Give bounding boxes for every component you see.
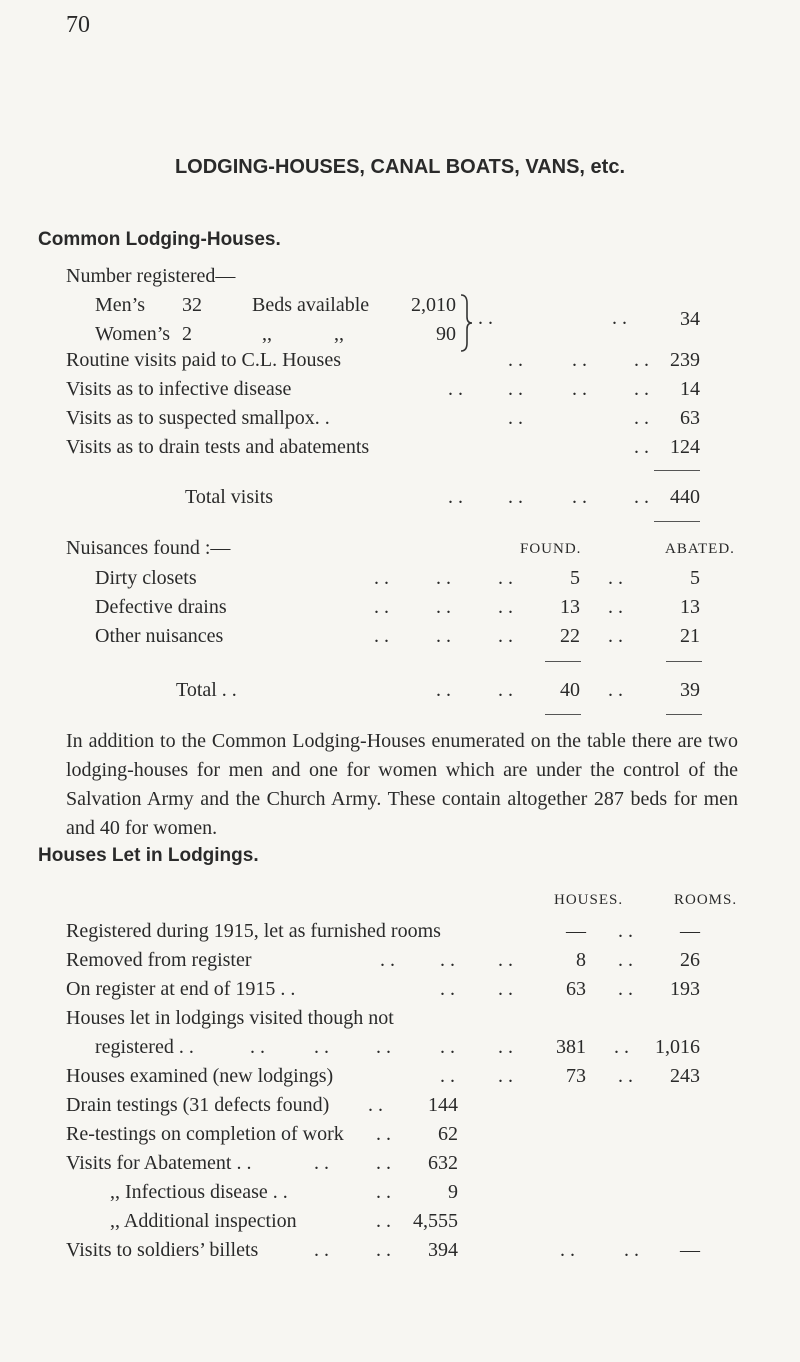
leader-dots: . .: [498, 625, 513, 647]
leader-dots: . .: [572, 486, 587, 508]
leader-dots: . .: [376, 1123, 391, 1145]
divider: [654, 521, 700, 522]
leader-dots: . .: [608, 596, 623, 618]
leader-dots: . .: [374, 625, 389, 647]
leader-dots: . .: [612, 307, 627, 329]
table-cell-rooms: 26: [680, 949, 700, 971]
list-item-value: 394: [428, 1239, 458, 1261]
leader-dots: . .: [618, 978, 633, 1000]
leader-dots: . .: [498, 1065, 513, 1087]
list-item-value: 63: [680, 407, 700, 429]
beds-available-label: Beds available: [252, 294, 370, 316]
list-item-label: Visits as to infective disease: [66, 378, 292, 400]
section-heading-common: Common Lodging-Houses.: [38, 229, 281, 250]
table-cell-rooms: 243: [670, 1065, 700, 1087]
leader-dots: . .: [618, 949, 633, 971]
womens-beds: 90: [436, 323, 456, 345]
leader-dots: . .: [440, 978, 455, 1000]
list-item-value: 14: [680, 378, 700, 400]
leader-dots: . .: [448, 486, 463, 508]
leader-dots: . .: [608, 567, 623, 589]
list-item-value: 124: [670, 436, 700, 458]
table-cell-houses: 381: [556, 1036, 586, 1058]
list-item-label: ,, Infectious disease . .: [110, 1181, 288, 1203]
table-cell-abated: 13: [680, 596, 700, 618]
leader-dots: . .: [614, 1036, 629, 1058]
section-heading-houses: Houses Let in Lodgings.: [38, 845, 259, 866]
leader-dots: . .: [374, 596, 389, 618]
leader-dots: . .: [250, 1036, 265, 1058]
list-item-label: Visits as to suspected smallpox. .: [66, 407, 330, 429]
table-row-label: Other nuisances: [95, 625, 224, 647]
list-item-value: 9: [448, 1181, 458, 1203]
divider: [545, 661, 581, 662]
leader-dots: . .: [498, 978, 513, 1000]
list-item-label: Routine visits paid to C.L. Houses: [66, 349, 341, 371]
leader-dots: . .: [618, 920, 633, 942]
list-item-label: Drain testings (31 defects found): [66, 1094, 330, 1116]
body-paragraph: In addition to the Common Lodging-Houses enumerated on the table there are two lodging-houses for men and one for women which are under the control of the Salvation Army and the Church Army. These contain altogether 287 beds for men and 40 for women.: [66, 730, 738, 839]
divider: [666, 661, 702, 662]
leader-dots: . .: [508, 349, 523, 371]
table-row-label: Removed from register: [66, 949, 252, 971]
leader-dots: . .: [498, 596, 513, 618]
leader-dots: . .: [634, 407, 649, 429]
column-header-abated: ABATED.: [665, 541, 735, 557]
leader-dots: . .: [374, 567, 389, 589]
list-item-label: ,, Additional inspection: [110, 1210, 297, 1232]
leader-dots: . .: [380, 949, 395, 971]
table-row-label: registered . .: [95, 1036, 194, 1058]
mens-label: Men’s: [95, 294, 145, 316]
table-cell-abated: 21: [680, 625, 700, 647]
number-registered-label: Number registered—: [66, 265, 236, 287]
leader-dots: . .: [634, 378, 649, 400]
leader-dots: . .: [314, 1239, 329, 1261]
table-cell-found: 22: [560, 625, 580, 647]
leader-dots: . .: [498, 949, 513, 971]
leader-dots: . .: [572, 378, 587, 400]
leader-dots: . .: [448, 378, 463, 400]
list-item-label: Re-testings on completion of work: [66, 1123, 344, 1145]
list-item-value: 632: [428, 1152, 458, 1174]
leader-dots: . .: [314, 1152, 329, 1174]
mens-count: 32: [182, 294, 202, 316]
table-cell-rooms: —: [680, 920, 700, 942]
leader-dots: . .: [498, 1036, 513, 1058]
list-item-label: Visits to soldiers’ billets: [66, 1239, 259, 1261]
leader-dots: . .: [608, 625, 623, 647]
table-row-label: Defective drains: [95, 596, 227, 618]
page-number: 70: [66, 12, 90, 38]
leader-dots: . .: [508, 378, 523, 400]
table-cell-rooms: 193: [670, 978, 700, 1000]
leader-dots: . .: [572, 349, 587, 371]
table-cell-abated: 5: [690, 567, 700, 589]
table-cell-rooms: —: [680, 1239, 700, 1261]
list-item-value: 239: [670, 349, 700, 371]
leader-dots: . .: [634, 349, 649, 371]
table-cell-found: 13: [560, 596, 580, 618]
leader-dots: . .: [508, 407, 523, 429]
ditto-mark: ,,: [262, 323, 272, 345]
column-header-houses: HOUSES.: [554, 892, 624, 908]
column-header-rooms: ROOMS.: [674, 892, 738, 908]
nuisances-heading: Nuisances found :—: [66, 537, 231, 559]
list-item-label: Visits as to drain tests and abatements: [66, 436, 370, 458]
leader-dots: . .: [634, 436, 649, 458]
total-visits-label: Total visits: [185, 486, 274, 508]
leader-dots: . .: [618, 1065, 633, 1087]
leader-dots: . .: [478, 307, 493, 329]
nuisances-total-abated: 39: [680, 679, 700, 701]
leader-dots: . .: [314, 1036, 329, 1058]
leader-dots: . .: [376, 1210, 391, 1232]
nuisances-total-label: Total . .: [176, 679, 237, 701]
list-item-value: 144: [428, 1094, 458, 1116]
leader-dots: . .: [440, 949, 455, 971]
table-cell-found: 5: [570, 567, 580, 589]
registered-total: 34: [680, 308, 700, 330]
table-row-label: On register at end of 1915 . .: [66, 978, 296, 1000]
leader-dots: . .: [376, 1152, 391, 1174]
leader-dots: . .: [376, 1239, 391, 1261]
total-visits-value: 440: [670, 486, 700, 508]
womens-label: Women’s: [95, 323, 171, 345]
leader-dots: . .: [440, 1036, 455, 1058]
table-row-label: Houses examined (new lodgings): [66, 1065, 334, 1087]
list-item-value: 4,555: [413, 1210, 458, 1232]
table-row-label: Houses let in lodgings visited though not: [66, 1007, 394, 1029]
right-brace-icon: [459, 293, 473, 353]
ditto-mark: ,,: [334, 323, 344, 345]
page-title: LODGING-HOUSES, CANAL BOATS, VANS, etc.: [174, 156, 626, 178]
leader-dots: . .: [376, 1036, 391, 1058]
table-row-label: Dirty closets: [95, 567, 197, 589]
leader-dots: . .: [560, 1239, 575, 1261]
leader-dots: . .: [498, 567, 513, 589]
divider: [545, 714, 581, 715]
leader-dots: . .: [498, 679, 513, 701]
nuisances-total-found: 40: [560, 679, 580, 701]
divider: [654, 470, 700, 471]
leader-dots: . .: [376, 1181, 391, 1203]
list-item-label: Visits for Abatement . .: [66, 1152, 252, 1174]
table-row-label: Registered during 1915, let as furnished rooms: [66, 920, 441, 942]
table-cell-houses: 63: [566, 978, 586, 1000]
list-item-value: 62: [438, 1123, 458, 1145]
womens-count: 2: [182, 323, 192, 345]
leader-dots: . .: [436, 625, 451, 647]
table-cell-houses: 73: [566, 1065, 586, 1087]
leader-dots: . .: [608, 679, 623, 701]
leader-dots: . .: [436, 679, 451, 701]
leader-dots: . .: [624, 1239, 639, 1261]
mens-beds: 2,010: [411, 294, 456, 316]
table-cell-houses: 8: [576, 949, 586, 971]
column-header-found: FOUND.: [520, 541, 582, 557]
divider: [666, 714, 702, 715]
leader-dots: . .: [436, 567, 451, 589]
table-cell-houses: —: [566, 920, 586, 942]
leader-dots: . .: [508, 486, 523, 508]
leader-dots: . .: [634, 486, 649, 508]
leader-dots: . .: [436, 596, 451, 618]
leader-dots: . .: [368, 1094, 383, 1116]
leader-dots: . .: [440, 1065, 455, 1087]
table-cell-rooms: 1,016: [655, 1036, 700, 1058]
